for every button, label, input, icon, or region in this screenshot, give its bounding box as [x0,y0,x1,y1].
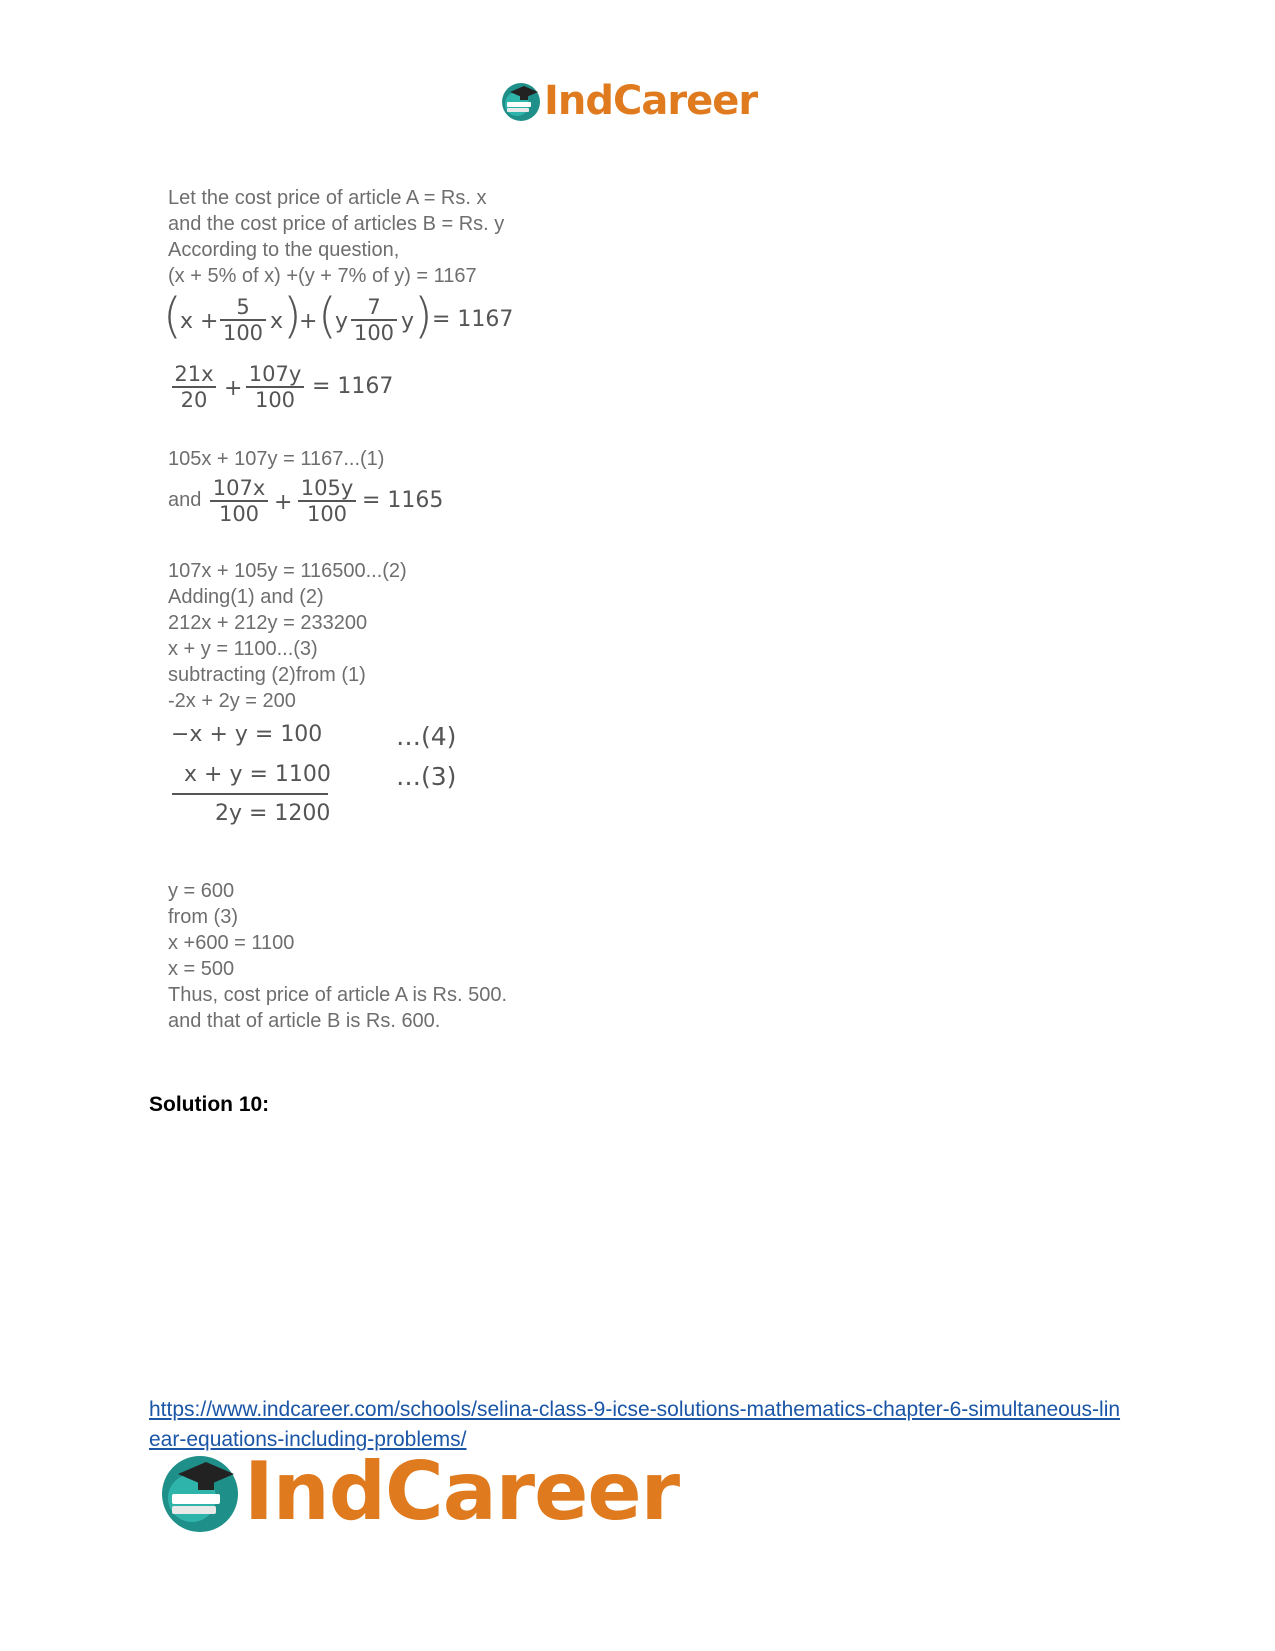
graduation-book-icon [158,1450,242,1534]
system-row-1-tag: …(4) [396,722,457,751]
text-line: 105x + 107y = 1167...(1) [168,448,385,470]
right-paren: ) [283,288,302,344]
graduation-book-icon [500,80,542,122]
system-row-1: −x + y = 100 [171,722,323,747]
system-row-2: x + y = 1100 [184,762,331,787]
text-line: According to the question, [168,239,400,261]
eq3-plus: + [274,490,293,515]
eq1-rhs: = 1167 [432,307,514,332]
system-result: 2y = 1200 [215,801,331,826]
eq3-prefix: and [168,489,202,511]
header-logo-text: IndCareer [544,78,758,124]
text-line: Thus, cost price of article A is Rs. 500. [168,984,508,1006]
system-row-2-tag: …(3) [396,762,457,791]
footer-logo-text: IndCareer [244,1445,680,1538]
footer-logo [158,1445,680,1538]
sum-rule-line [172,793,328,795]
eq2-fraction-1: 21x 20 [172,362,216,412]
eq3-fraction-1: 107x 100 [210,476,268,526]
eq1-y-after: y [401,309,415,334]
text-line: subtracting (2)from (1) [168,664,366,686]
text-line: y = 600 [168,880,235,902]
solution-heading: Solution 10: [149,1093,270,1116]
eq1-y-term: y [335,309,349,334]
text-line: x +600 = 1100 [168,932,295,954]
text-line: and the cost price of articles B = Rs. y [168,213,505,235]
eq2-fraction-2: 107y 100 [246,362,304,412]
left-paren: ( [163,288,182,344]
text-line: and that of article B is Rs. 600. [168,1010,441,1032]
left-paren: ( [318,288,337,344]
text-line: x = 500 [168,958,235,980]
text-line: Let the cost price of article A = Rs. x [168,187,487,209]
eq3-fraction-2: 105y 100 [298,476,356,526]
eq1-x-after: x [270,309,284,334]
right-paren: ) [414,288,433,344]
text-line: from (3) [168,906,238,928]
eq3-rhs: = 1165 [362,488,444,513]
eq2-plus: + [224,376,243,401]
text-line: -2x + 2y = 200 [168,690,296,712]
eq1-x-term: x + [180,309,219,334]
text-line: Adding(1) and (2) [168,586,324,608]
text-line: 107x + 105y = 116500...(2) [168,560,407,582]
eq1-plus: + [299,309,318,334]
source-link[interactable]: https://www.indcareer.com/schools/selina-class-9-icse-solutions-mathematics-chapter-6-simultaneous-linear-equations-including-problems/ [149,1398,1121,1451]
text-line: 212x + 212y = 233200 [168,612,368,634]
text-line: (x + 5% of x) +(y + 7% of y) = 1167 [168,265,477,287]
header-logo [500,80,757,122]
eq1-fraction-2: 7 100 [351,295,397,345]
eq1-fraction-1: 5 100 [220,295,266,345]
eq2-rhs: = 1167 [312,374,394,399]
text-line: x + y = 1100...(3) [168,638,318,660]
